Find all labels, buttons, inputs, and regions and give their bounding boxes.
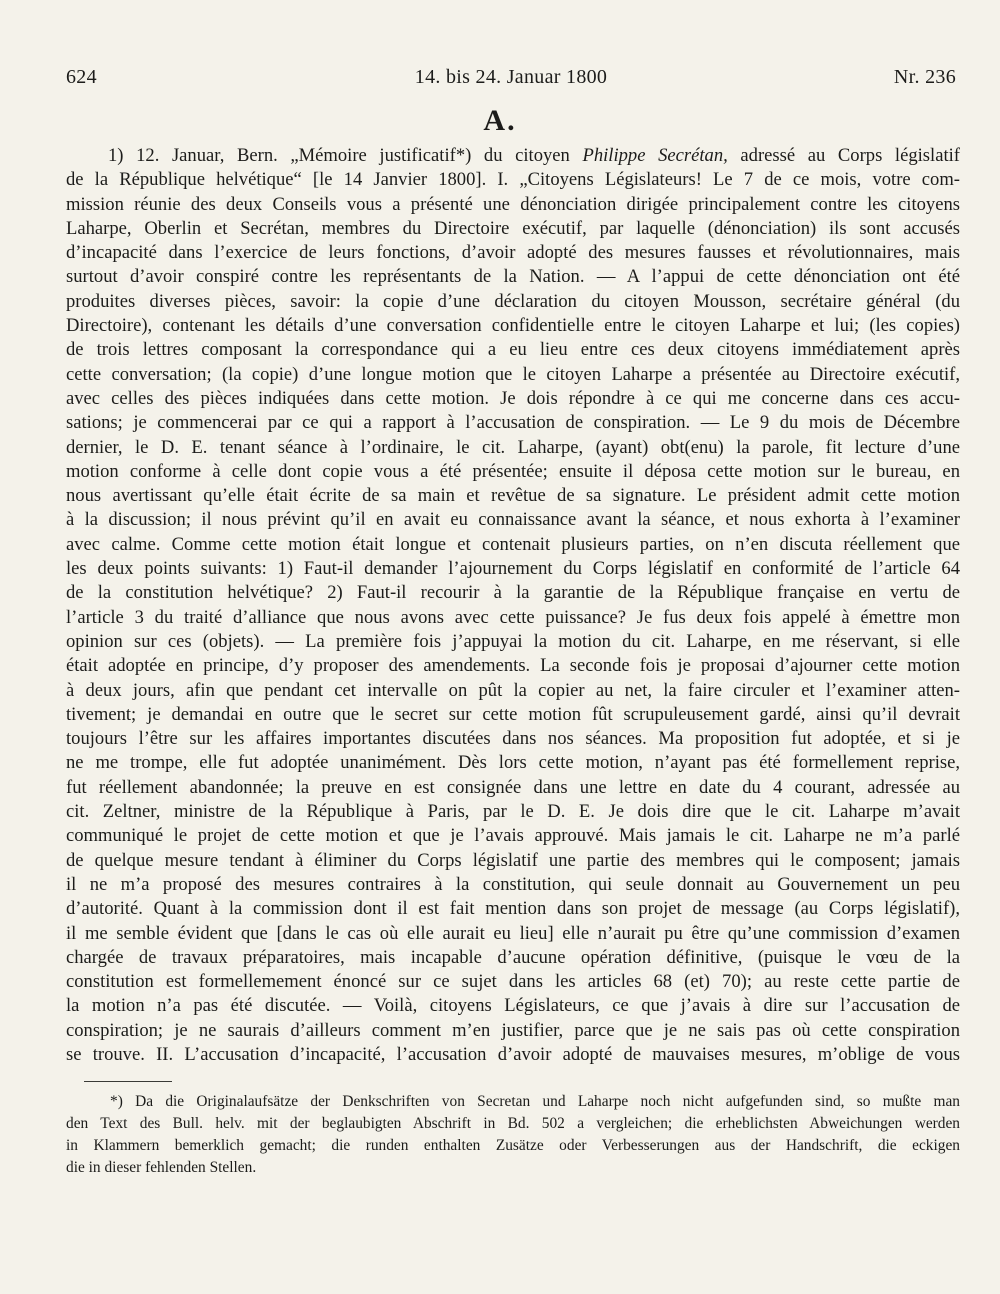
running-title: 14. bis 24. Januar 1800	[414, 66, 608, 88]
text-line: motion conforme à celle dont copie vous a été présentée; ensuite il déposa cette motion sur le bureau, en	[66, 460, 960, 482]
footnote	[66, 1091, 960, 1179]
text-line: d’autorité. Quant à la commission dont il est fait mention dans son projet de message (au Corps législatif),	[66, 898, 960, 920]
text-line: opinion sur ces (objets). — La première fois j’appuyai la motion du cit. Laharpe, en me réservant, si elle	[66, 630, 960, 652]
text-line: surtout d’avoir conspiré contre les représentants de la Nation. — A l’appui de cette dénonciation ont été	[66, 266, 960, 288]
text-line: à la discussion; il nous prévint qu’il en avait eu connaissance avant la séance, et nous exhorta à l’examiner	[66, 509, 960, 531]
text-line-last: se trouve. II. L’accusation d’incapacité, l’accusation d’avoir adopté de mauvaises mesures, m’oblige de vous	[66, 1043, 960, 1065]
text-line: de la République helvétique“ [le 14 Janvier 1800]. I. „Citoyens Législateurs! Le 7 de ce mois, votre com-	[66, 169, 960, 191]
author-name: Philippe Secrétan,	[582, 145, 728, 166]
text-line: conspiration; je ne saurais d’ailleurs comment m’en justifier, parce que je ne sais pas où cette conspiration	[66, 1019, 960, 1041]
text-line: Laharpe, Oberlin et Secrétan, membres du Directoire exécutif, par laquelle (dénonciation) ils sont accusés	[66, 217, 960, 239]
text-line: les deux points suivants: 1) Faut-il demander l’ajournement du Corps législatif en conformité de l’article 64	[66, 558, 960, 580]
text-line: cette conversation; (la copie) d’une longue motion que le citoyen Laharpe a présentée au Directoire exécutif,	[66, 363, 960, 385]
text-line: constitution est formellemement énoncé sur ce sujet dans les articles 68 (et) 70); au reste cette partie de	[66, 971, 960, 993]
text-line: Directoire), contenant les détails d’une conversation confidentielle entre le citoyen Laharpe et lui; (les copies)	[66, 315, 960, 337]
text-line: dernier, le D. E. tenant séance à l’ordinaire, le cit. Laharpe, (ayant) obt(enu) la parole, fit lecture d’une	[66, 436, 960, 458]
text-line: sations; je commencerai par ce qui a rapport à l’accusation de conspiration. — Le 9 du mois de Décembre	[66, 412, 960, 434]
running-head	[66, 66, 956, 96]
document-number: Nr. 236	[893, 66, 956, 88]
section-letter: A.	[483, 104, 517, 137]
text-line: ne me trompe, elle fut adoptée unanimément. Dès lors cette motion, n’ayant pas été formellement reprise,	[66, 752, 960, 774]
footnote-line: *) Da die Originalaufsätze der Denkschriften von Secretan und Laharpe noch nicht aufgefunden sind, so mußte man	[110, 1093, 960, 1110]
text-line: tivement; je demandai en outre que le secret sur cette motion fût scrupuleusement gardé, ainsi qu’il devrait	[66, 703, 960, 725]
page-number: 624	[66, 66, 97, 88]
footnote-line: den Text des Bull. helv. mit der beglaubigten Abschrift in Bd. 502 a vergleichen; die erheblichsten Abweichungen werden	[66, 1115, 960, 1132]
text-line: de quelque mesure tendant à éliminer du Corps législatif une partie des membres qui le composent; jamais	[66, 849, 960, 871]
text-line: il me semble évident que [dans le cas où elle aurait eu lieu] elle n’aurait pu être qu’une commission d’examen	[66, 922, 960, 944]
text-line: à deux jours, afin que pendant cet intervalle on pût la copier au net, la faire circuler et l’examiner atten-	[66, 679, 960, 701]
text-line-first	[66, 144, 960, 168]
text-line: de trois lettres composant la correspondance qui a eu lieu entre ces deux citoyens immédiatement après	[66, 339, 960, 361]
text-line: cit. Zeltner, ministre de la République à Paris, par le D. E. Je dois dire que le cit. Laharpe m’avait	[66, 801, 960, 823]
main-text	[66, 144, 960, 1067]
text-line: mission réunie des deux Conseils vous a présenté une dénonciation dirigée principalement contre les citoyens	[66, 193, 960, 215]
text-line: l’article 3 du traité d’alliance que nous avons avec cette puissance? Je fus deux fois appelé à émettre mon	[66, 606, 960, 628]
text-line: chargée de travaux préparatoires, mais incapable d’aucune opération définitive, (puisque le vœu de la	[66, 946, 960, 968]
text-line: nous avertissant qu’elle était écrite de sa main et revêtue de sa signature. Le président admit cette motion	[66, 485, 960, 507]
intro-text: 1) 12. Januar, Bern. „Mémoire justificatif*) du citoyen	[108, 145, 570, 166]
text-line: avec celles des pièces indiquées dans cette motion. Je dois répondre à ce qui me concerne dans ces accu-	[66, 387, 960, 409]
footnote-line: in Klammern bemerklich gemacht; die runden enthalten Zusätze oder Verbesserungen aus der Handschrift, die eckigen	[66, 1137, 960, 1154]
text-line: produites diverses pièces, savoir: la copie d’une déclaration du citoyen Mousson, secrétaire général (du	[66, 290, 960, 312]
text-line: était adoptée en principe, d’y proposer des amendements. La seconde fois je proposai d’ajourner cette motion	[66, 655, 960, 677]
text-line: la motion n’a pas été discutée. — Voilà, citoyens Législateurs, ce que j’avais à dire sur l’accusation de	[66, 995, 960, 1017]
text-line: fut réellement abandonnée; la preuve en est consignée dans une lettre en date du 4 courant, adressée au	[66, 776, 960, 798]
text-line: avec calme. Comme cette motion était longue et contenait plusieurs parties, on n’en discuta réellement que	[66, 533, 960, 555]
intro-text-end: adressé au Corps législatif	[740, 145, 960, 166]
footnote-divider	[84, 1081, 172, 1082]
text-line: d’incapacité dans l’exercice de leurs fonctions, d’avoir adopté des mesures fausses et révolutionnaires, mais	[66, 242, 960, 264]
footnote-line: die in dieser fehlenden Stellen.	[66, 1159, 257, 1176]
text-line: il ne m’a proposé des mesures contraires à la constitution, qui seule donnait au Gouvernement un peu	[66, 873, 960, 895]
text-line: communiqué le projet de cette motion et que je l’avais approuvé. Mais jamais le cit. Laharpe ne m’a parlé	[66, 825, 960, 847]
text-line: toujours l’être sur les affaires importantes discutées dans nos séances. Ma proposition fut adoptée, et si je	[66, 728, 960, 750]
text-line: de la constitution helvétique? 2) Faut-il recourir à la garantie de la République française en vertu de	[66, 582, 960, 604]
